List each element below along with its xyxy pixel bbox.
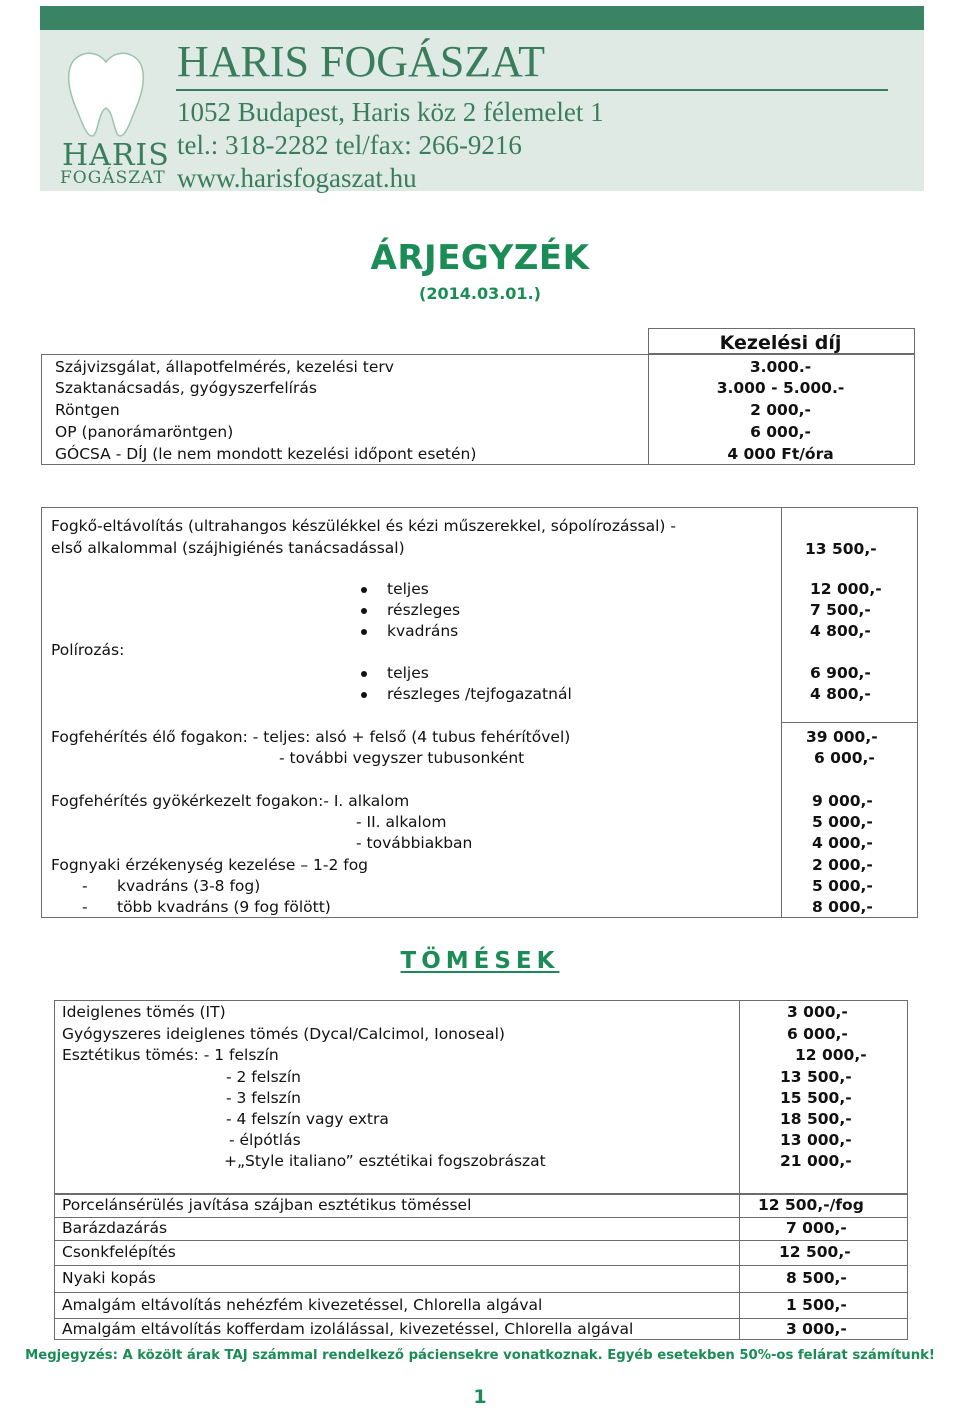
row-label: Szájvizsgálat, állapotfelmérés, kezelési terv [55, 358, 394, 376]
filling-label: Amalgám eltávolítás kofferdam izolálással, kivezetéssel, Chlorella algával [62, 1320, 634, 1338]
whitening-root-price: 4 000,- [812, 834, 873, 852]
filling-price: 21 000,- [780, 1152, 852, 1170]
whitening-root-line1: Fogfehérítés gyökérkezelt fogakon:- I. alkalom [51, 792, 410, 810]
row-label: Szaktanácsadás, gyógyszerfelírás [55, 379, 317, 397]
sensitivity-price: 5 000,- [812, 877, 873, 895]
polishing-item-label: részleges /tejfogazatnál [387, 685, 572, 703]
row-label: OP (panorámaröntgen) [55, 423, 234, 441]
sensitivity-line3: több kvadráns (9 fog fölött) [117, 898, 331, 916]
filling-label: Barázdazárás [62, 1219, 168, 1237]
sensitivity-line1: Fognyaki érzékenység kezelése – 1-2 fog [51, 856, 369, 874]
filling-price: 6 000,- [787, 1025, 848, 1043]
page-number: 1 [473, 1386, 487, 1408]
bullet-icon [361, 608, 367, 614]
fillings-section-title [0, 948, 960, 974]
brand-name: HARIS FOGÁSZAT [177, 37, 545, 86]
brand-phone: tel.: 318-2282 tel/fax: 266-9216 [177, 130, 522, 160]
page-date: (2014.03.01.) [419, 284, 541, 303]
bullet-icon [361, 629, 367, 635]
whitening-live-price: 6 000,- [814, 749, 875, 767]
polishing-item-price: 4 800,- [810, 622, 871, 640]
filling-label: Esztétikus tömés: - 1 felszín [62, 1046, 279, 1064]
filling-label: +„Style italiano” esztétikai fogszobrászat [224, 1152, 546, 1170]
logo-text-haris: HARIS [62, 138, 170, 173]
filling-price: 1 500,- [786, 1296, 847, 1314]
polishing-item-price: 12 000,- [810, 580, 882, 598]
filling-label: Nyaki kopás [62, 1269, 156, 1287]
fillings-title-text: TÖMÉSEK [400, 948, 560, 974]
row-price: 3.000 - 5.000.- [716, 379, 845, 397]
cell-divider [781, 722, 918, 723]
polishing-item-price: 6 900,- [810, 664, 871, 682]
filling-price: 18 500,- [780, 1110, 852, 1128]
row-divider [54, 1217, 908, 1218]
row-divider [54, 1292, 908, 1293]
row-divider [54, 1240, 908, 1241]
column-header-fee: Kezelési díj [719, 332, 842, 354]
row-price: 6 000,- [750, 423, 811, 441]
row-divider [54, 1265, 908, 1266]
header-banner [40, 6, 924, 191]
whitening-root-line3: - továbbiakban [356, 834, 473, 852]
bullet-icon [361, 587, 367, 593]
polishing-item-label: kvadráns [387, 622, 459, 640]
row-label: Röntgen [55, 401, 120, 419]
sensitivity-price: 2 000,- [812, 856, 873, 874]
filling-price: 7 000,- [786, 1219, 847, 1237]
sensitivity-dash: - [82, 898, 88, 916]
polishing-item-label: részleges [387, 601, 461, 619]
filling-label: - 2 felszín [226, 1068, 301, 1086]
filling-price: 3 000,- [786, 1320, 847, 1338]
filling-label: Amalgám eltávolítás nehézfém kivezetéssel, Chlorella algával [62, 1296, 543, 1314]
whitening-live-line2: - további vegyszer tubusonként [279, 749, 525, 767]
filling-label: Gyógyszeres ideiglenes tömés (Dycal/Calcimol, Ionoseal) [62, 1025, 505, 1043]
filling-price: 12 500,-/fog [758, 1196, 864, 1214]
page-title: ÁRJEGYZÉK [370, 238, 590, 278]
sensitivity-line2: kvadráns (3-8 fog) [117, 877, 261, 895]
filling-price: 3 000,- [787, 1003, 848, 1021]
filling-price: 13 500,- [780, 1068, 852, 1086]
filling-label: - 4 felszín vagy extra [226, 1110, 389, 1128]
sensitivity-dash: - [82, 877, 88, 895]
whitening-live-line1: Fogfehérítés élő fogakon: - teljes: alsó + felső (4 tubus fehérítővel) [51, 728, 571, 746]
whitening-live-price: 39 000,- [806, 728, 878, 746]
filling-price: 12 000,- [795, 1046, 867, 1064]
scaling-price: 13 500,- [805, 540, 877, 558]
row-price: 3.000.- [749, 358, 812, 376]
sensitivity-price: 8 000,- [812, 898, 873, 916]
filling-label: - 3 felszín [226, 1089, 301, 1107]
footer-note: Megjegyzés: A közölt árak TAJ számmal rendelkező páciensekre vonatkoznak. Egyéb esetekben 50%-os felárat számítunk! [25, 1348, 935, 1363]
row-price: 4 000 Ft/óra [727, 445, 834, 463]
row-label: GÓCSA - DÍJ (le nem mondott kezelési időpont esetén) [55, 445, 477, 463]
polishing-item-label: teljes [387, 580, 429, 598]
filling-label: Ideiglenes tömés (IT) [62, 1003, 226, 1021]
filling-label: Csonkfelépítés [62, 1243, 176, 1261]
whitening-root-price: 5 000,- [812, 813, 873, 831]
polishing-label: Polírozás: [51, 641, 125, 659]
filling-price: 12 500,- [779, 1243, 851, 1261]
bullet-icon [361, 692, 367, 698]
bullet-icon [361, 671, 367, 677]
logo-text-fogaszat: FOGÁSZAT [60, 168, 166, 188]
brand-address: 1052 Budapest, Haris köz 2 félemelet 1 [177, 97, 604, 127]
polishing-item-label: teljes [387, 664, 429, 682]
filling-label: Porcelánsérülés javítása szájban esztétikus töméssel [62, 1196, 472, 1214]
banner-top-stripe [40, 6, 924, 30]
filling-price: 8 500,- [786, 1269, 847, 1287]
polishing-item-price: 7 500,- [810, 601, 871, 619]
filling-label: - élpótlás [229, 1131, 301, 1149]
whitening-root-line2: - II. alkalom [356, 813, 447, 831]
row-price: 2 000,- [750, 401, 811, 419]
scaling-label-line1: Fogkő-eltávolítás (ultrahangos készülékkel és kézi műszerekkel, sópolírozással) - [51, 517, 676, 535]
filling-price: 13 000,- [780, 1131, 852, 1149]
column-divider [781, 507, 782, 918]
tooth-logo-icon [64, 50, 148, 138]
whitening-root-price: 9 000,- [812, 792, 873, 810]
polishing-item-price: 4 800,- [810, 685, 871, 703]
brand-website: www.harisfogaszat.hu [177, 163, 417, 193]
column-divider [739, 1000, 740, 1194]
brand-divider [176, 89, 888, 91]
filling-price: 15 500,- [780, 1089, 852, 1107]
scaling-label-line2: első alkalommal (szájhigiénés tanácsadással) [51, 539, 405, 557]
